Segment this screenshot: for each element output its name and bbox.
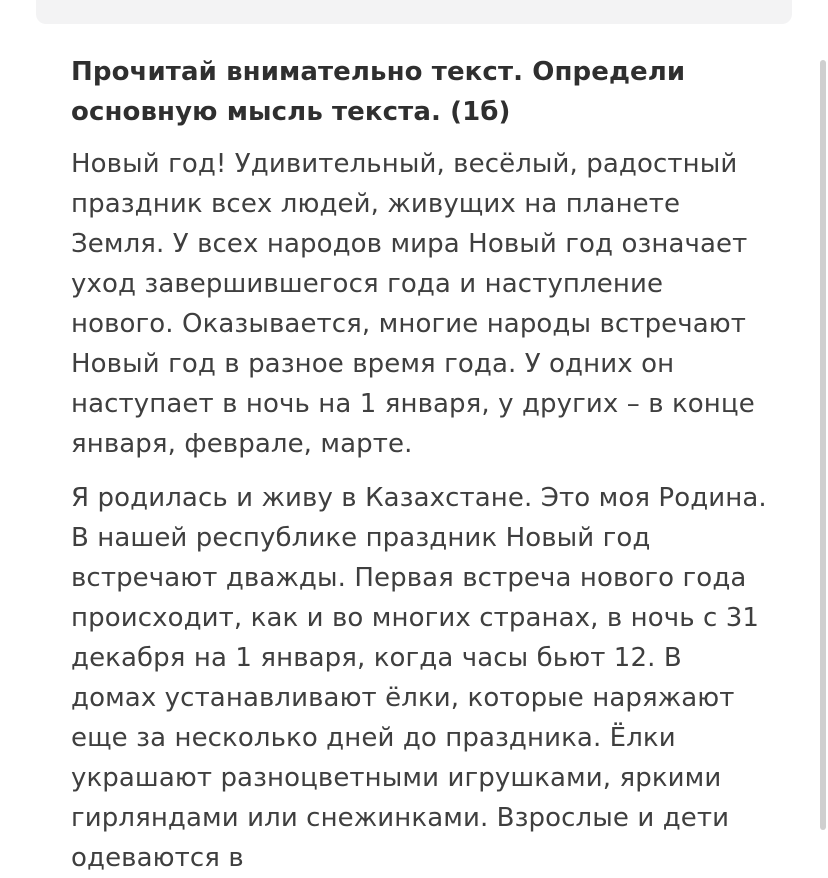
question-title: Прочитай внимательно текст. Определи основную мысль текста. (1б) — [71, 57, 686, 127]
scrollbar-thumb[interactable] — [820, 60, 826, 830]
previous-card — [36, 0, 792, 24]
text-paragraph-2: Я родилась и живу в Казахстане. Это моя Родина. В нашей республике праздник Новый год встречают дважды. Первая встреча нового года происходит, как и во многих странах, в ночь с 31 декабря на 1 января, когда часы бьют 12. В домах устанавливают ёлки, которые наряжают еще за несколько дней до праздника. Ёлки украшают разноцветными игрушками, яркими гирляндами или снежинками. Взрослые и дети одеваются в — [71, 483, 767, 873]
question-content — [71, 52, 771, 878]
text-paragraph-1: Новый год! Удивительный, весёлый, радостный праздник всех людей, живущих на планете Земля. У всех народов мира Новый год означает уход завершившегося года и наступление нового. Оказывается, многие народы встречают Новый год в разное время года. У одних он наступает в ночь на 1 января, у других – в конце января, феврале, марте. — [71, 149, 755, 459]
